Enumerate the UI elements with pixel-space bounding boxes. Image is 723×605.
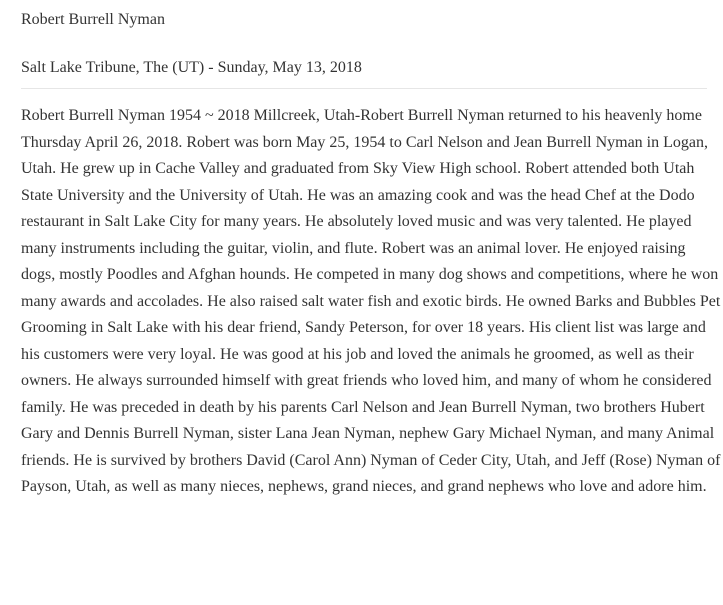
obituary-name: Robert Burrell Nyman	[21, 11, 165, 28]
divider	[21, 88, 707, 89]
obituary-body-text: Robert Burrell Nyman 1954 ~ 2018 Millcreek, Utah-Robert Burrell Nyman returned to his heavenly home Thursday April 26, 2018. Robert was born May 25, 1954 to Carl Nelson and Jean Burrell Nyman in Logan, Utah. He grew up in Cache Valley and graduated from Sky View High school. Robert attended both Utah State University and the University of Utah. He was an amazing cook and was the head Chef at the Dodo restaurant in Salt Lake City for many years. He absolutely loved music and was very talented. He played many instruments including the guitar, violin, and flute. Robert was an animal lover. He enjoyed raising dogs, mostly Poodles and Afghan hounds. He competed in many dog shows and competitions, where he won many awards and accolades. He also raised salt water fish and exotic birds. He owned Barks and Bubbles Pet Grooming in Salt Lake with his dear friend, Sandy Peterson, for over 18 years. His client list was large and his customers were very loyal. He was good at his job and loved the animals he groomed, as well as their owners. He always surrounded himself with great friends who loved him, and many of whom he considered family. He was preceded in death by his parents Carl Nelson and Jean Burrell Nyman, two brothers Hubert Gary and Dennis Burrell Nyman, sister Lana Jean Nyman, nephew Gary Michael Nyman, and many Animal friends. He is survived by brothers David (Carol Ann) Nyman of Ceder City, Utah, and Jeff (Rose) Nyman of Payson, Utah, as well as many nieces, nephews, grand nieces, and grand nephews who love and adore him.	[21, 107, 721, 495]
publication-source-date: Salt Lake Tribune, The (UT) - Sunday, May 13, 2018	[21, 59, 362, 76]
